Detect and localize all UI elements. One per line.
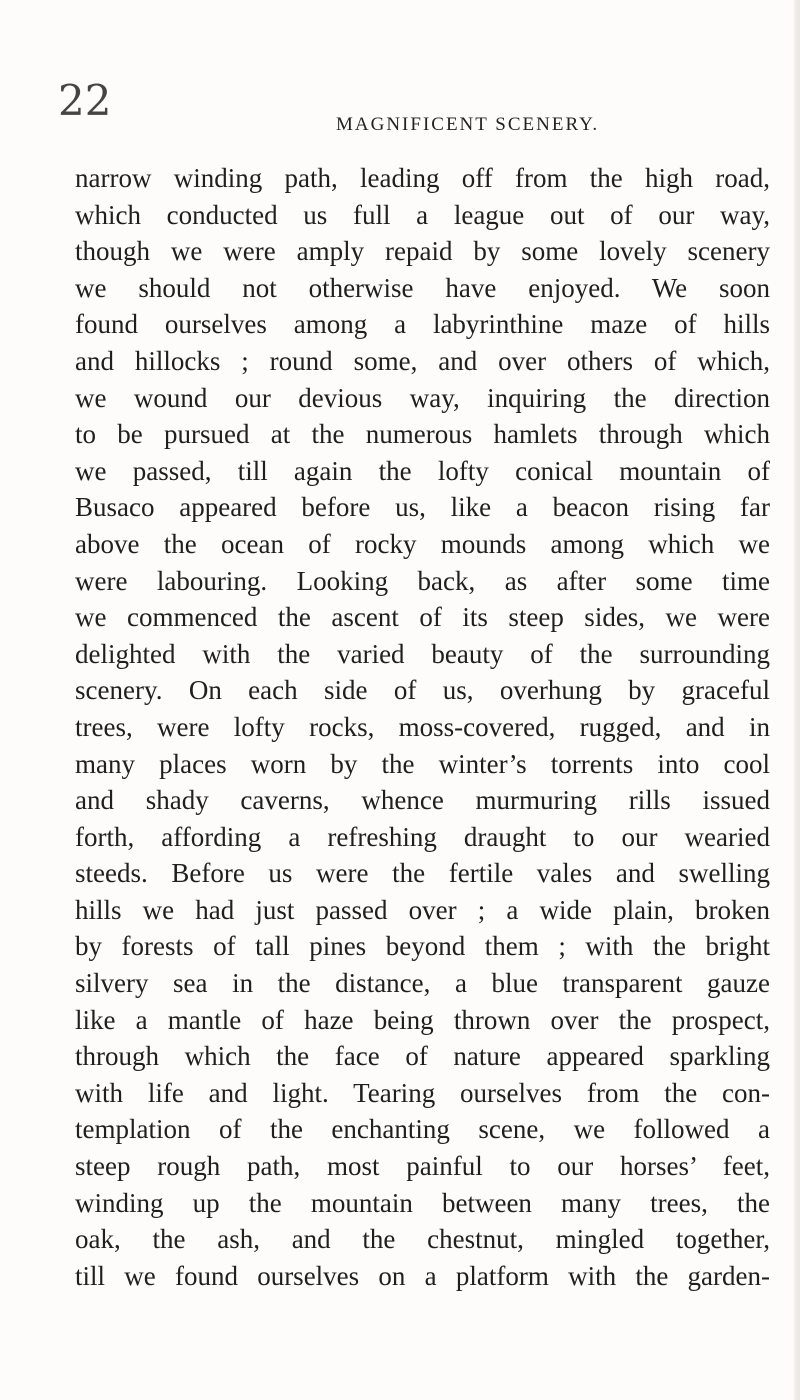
text-line: steep rough path, most painful to our horses’ feet, <box>75 1151 770 1182</box>
text-line: trees, were lofty rocks, moss-covered, rugged, and in <box>75 711 770 742</box>
text-line: we wound our devious way, inquiring the direction <box>75 382 770 413</box>
text-line: found ourselves among a labyrinthine maze of hills <box>75 309 770 340</box>
text-line: though we were amply repaid by some lovely scenery <box>75 236 770 267</box>
text-line: oak, the ash, and the chestnut, mingled together, <box>75 1224 770 1255</box>
text-line: and hillocks ; round some, and over others of which, <box>75 345 770 376</box>
text-line: winding up the mountain between many trees, the <box>75 1187 770 1218</box>
page-edge-shadow <box>794 0 800 1400</box>
text-line: above the ocean of rocky mounds among which we <box>75 528 770 559</box>
text-line: and shady caverns, whence murmuring rills issued <box>75 785 770 816</box>
text-line: to be pursued at the numerous hamlets through which <box>75 419 770 450</box>
text-line: Busaco appeared before us, like a beacon rising far <box>75 492 770 523</box>
text-line: we should not otherwise have enjoyed. We soon <box>75 272 770 303</box>
running-head: MAGNIFICENT SCENERY. <box>336 114 600 135</box>
text-line: delighted with the varied beauty of the surrounding <box>75 638 770 669</box>
body-text <box>75 160 770 1294</box>
text-line: scenery. On each side of us, overhung by graceful <box>75 675 770 706</box>
text-line: through which the face of nature appeared sparkling <box>75 1041 770 1072</box>
page-number: 22 <box>58 76 112 125</box>
text-line: narrow winding path, leading off from the high road, <box>75 163 770 193</box>
text-line: hills we had just passed over ; a wide plain, broken <box>75 894 770 925</box>
text-line: till we found ourselves on a platform with the garden- <box>75 1260 770 1291</box>
text-line: forth, affording a refreshing draught to our wearied <box>75 821 770 852</box>
text-line: which conducted us full a league out of our way, <box>75 199 770 230</box>
text-line: steeds. Before us were the fertile vales and swelling <box>75 858 770 889</box>
text-line: silvery sea in the distance, a blue transparent gauze <box>75 968 770 999</box>
text-line: like a mantle of haze being thrown over the prospect, <box>75 1004 770 1035</box>
text-line: by forests of tall pines beyond them ; with the bright <box>75 931 770 962</box>
text-line: were labouring. Looking back, as after some time <box>75 565 770 596</box>
text-line: with life and light. Tearing ourselves from the con- <box>75 1077 770 1108</box>
text-line: many places worn by the winter’s torrents into cool <box>75 748 770 779</box>
text-line: templation of the enchanting scene, we followed a <box>75 1114 770 1145</box>
text-line: we passed, till again the lofty conical mountain of <box>75 455 770 486</box>
text-line: we commenced the ascent of its steep sides, we were <box>75 602 770 633</box>
